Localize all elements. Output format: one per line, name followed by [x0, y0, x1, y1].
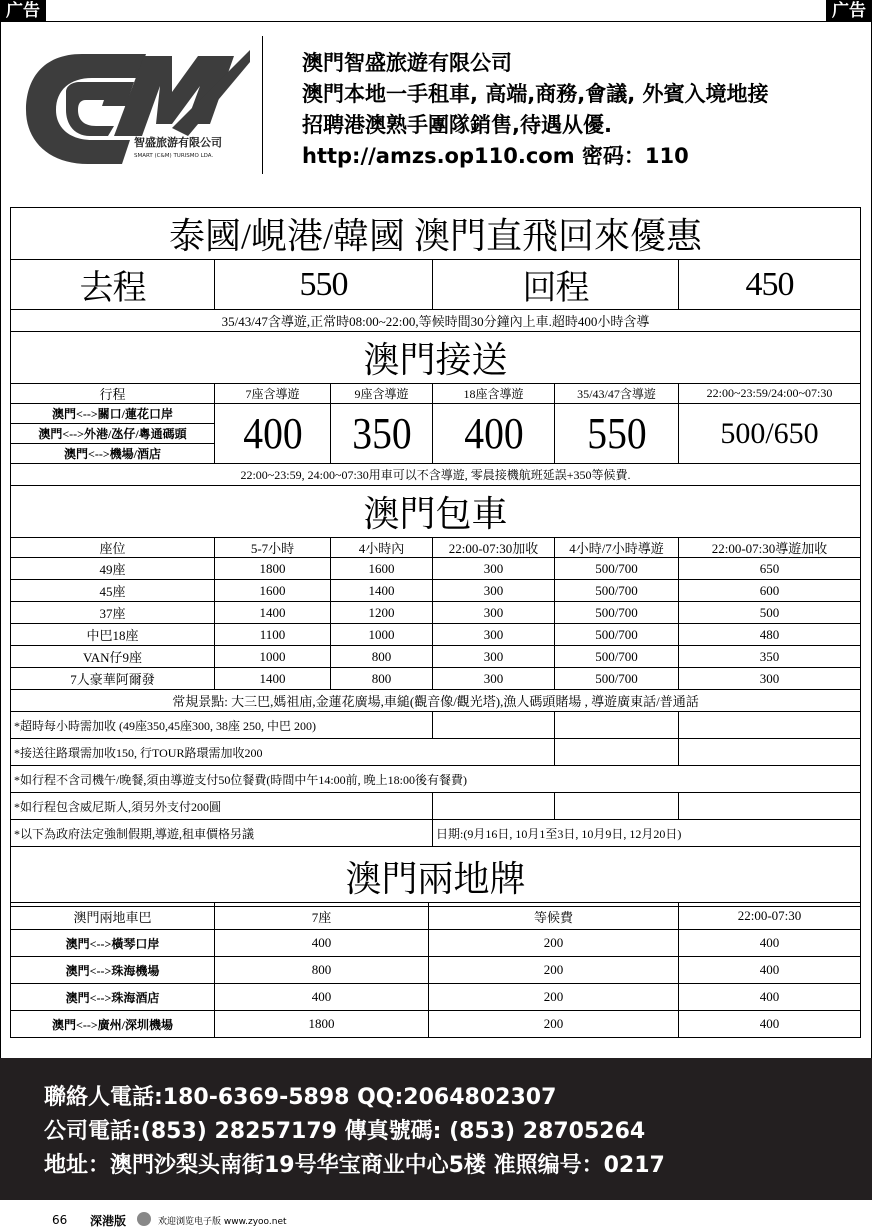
transfer-header-35: 35/43/47含導遊 [555, 384, 679, 404]
holiday-dates: 日期:(9月16日, 10月1至3日, 10月9日, 12月20日) [433, 820, 861, 847]
back-price: 450 [679, 260, 861, 310]
charter-row: 45座 1600 1400 300 500/700 600 [11, 580, 861, 602]
contact-phone: 聯絡人電話:180-6369-5898 QQ:2064802307 [44, 1085, 557, 1110]
transfer-header-night: 22:00~23:59/24:00~07:30 [679, 384, 861, 404]
page-bar [0, 1209, 872, 1229]
charter-header: 22:00-07:30加收 [433, 538, 555, 558]
crossborder-title: 澳門兩地牌 [11, 847, 861, 907]
charter-note: *以下為政府法定強制假期,導遊,租車價格另議 [11, 820, 433, 847]
transfer-price-night: 500/650 [679, 404, 861, 464]
crossborder-row: 澳門<-->珠海酒店 400 200 400 [11, 984, 861, 1011]
logo-chinese-name: 智盛旅游有限公司 [134, 136, 222, 149]
company-services: 澳門本地一手租車, 高端,商務,會議, 外賓入境地接 [302, 82, 769, 106]
transfer-header-18: 18座含導遊 [433, 384, 555, 404]
charter-note: *超時每小時需加收 (49座350,45座300, 38座 250, 中巴 200) [11, 712, 433, 739]
contact-footer [0, 1058, 872, 1200]
charter-note: *如行程包含威尼斯人,須另外支付200圓 [11, 793, 433, 820]
transfer-price-35: 550 [555, 404, 679, 464]
transfer-price-18: 400 [433, 404, 555, 464]
crossborder-row: 澳門<-->珠海機場 800 200 400 [11, 957, 861, 984]
charter-title: 澳門包車 [11, 486, 861, 538]
charter-row: VAN仔9座 1000 800 300 500/700 350 [11, 646, 861, 668]
charter-row: 49座 1800 1600 300 500/700 650 [11, 558, 861, 580]
company-logo [22, 40, 254, 168]
transfer-route: 澳門<-->機場/酒店 [11, 444, 215, 464]
charter-note: *如行程不含司機午/晚餐,須由導遊支付50位餐費(時間中午14:00前, 晚上18:00後有餐費) [11, 766, 861, 793]
edition-logo-icon [137, 1212, 151, 1226]
crossborder-table [10, 902, 861, 1038]
logo-english-name: SMART (C&M) TURISMO LDA. [134, 153, 214, 159]
charter-header: 座位 [11, 538, 215, 558]
back-label: 回程 [433, 260, 679, 310]
company-address: 地址：澳門沙梨头南街19号华宝商业中心5楼 准照编号：0217 [44, 1153, 665, 1178]
transfer-price-7: 400 [215, 404, 331, 464]
flight-note: 35/43/47含導遊,正常時08:00~22:00,等候時間30分鐘內上車.超時400小時含導 [11, 310, 861, 332]
charter-row: 37座 1400 1200 300 500/700 500 [11, 602, 861, 624]
company-name: 澳門智盛旅遊有限公司 [302, 51, 512, 75]
price-table [10, 207, 861, 907]
ebook-link[interactable]: 欢迎浏览电子版 www.zyoo.net [158, 1217, 287, 1227]
transfer-route: 澳門<-->外港/氹仔/粵通碼頭 [11, 424, 215, 444]
crossborder-header: 7座 [215, 903, 429, 930]
crossborder-header: 澳門兩地車巴 [11, 903, 215, 930]
charter-header: 4小時/7小時導遊 [555, 538, 679, 558]
transfer-route: 澳門<-->關口/蓮花口岸 [11, 404, 215, 424]
edition-label: 深港版 [90, 1214, 127, 1228]
transfer-header-route: 行程 [11, 384, 215, 404]
transfer-price-9: 350 [331, 404, 433, 464]
page-number: 66 [52, 1213, 68, 1227]
header-divider [262, 36, 263, 174]
company-phone-fax: 公司電話:(853) 28257179 傳真號碼: (853) 28705264 [44, 1119, 646, 1144]
transfer-header-7: 7座含導遊 [215, 384, 331, 404]
charter-header: 4小時內 [331, 538, 433, 558]
top-rule [0, 21, 872, 22]
left-border [0, 21, 1, 1061]
crossborder-header: 等候費 [429, 903, 679, 930]
crossborder-header: 22:00-07:30 [679, 903, 861, 930]
charter-header: 5-7小時 [215, 538, 331, 558]
company-hiring: 招聘港澳熟手團隊銷售,待遇从優. [302, 113, 612, 137]
company-website[interactable]: http://amzs.op110.com 密码：110 [302, 144, 689, 168]
go-price: 550 [215, 260, 433, 310]
charter-row: 7人豪華阿爾發 1400 800 300 500/700 300 [11, 668, 861, 690]
flight-title: 泰國/峴港/韓國 澳門直飛回來優惠 [11, 208, 861, 260]
charter-row: 中巴18座 1100 1000 300 500/700 480 [11, 624, 861, 646]
ad-label-right: 广告 [826, 0, 872, 22]
sights-note: 常規景點: 大三巴,媽祖庙,金蓮花廣場,車縋(觀音像/觀光塔),漁人碼頭賭場 , 導遊廣東話/普通話 [11, 690, 861, 712]
crossborder-row: 澳門<-->廣州/深圳機場 1800 200 400 [11, 1011, 861, 1038]
crossborder-row: 澳門<-->橫琴口岸 400 200 400 [11, 930, 861, 957]
transfer-header-9: 9座含導遊 [331, 384, 433, 404]
charter-note: *接送往路環需加收150, 行TOUR路環需加收200 [11, 739, 555, 766]
charter-header: 22:00-07:30導遊加收 [679, 538, 861, 558]
go-label: 去程 [11, 260, 215, 310]
ad-label-left: 广告 [0, 0, 46, 22]
transfer-note: 22:00~23:59, 24:00~07:30用車可以不含導遊, 零晨接機航班延誤+350等候費. [11, 464, 861, 486]
transfer-title: 澳門接送 [11, 332, 861, 384]
company-info [302, 48, 769, 172]
